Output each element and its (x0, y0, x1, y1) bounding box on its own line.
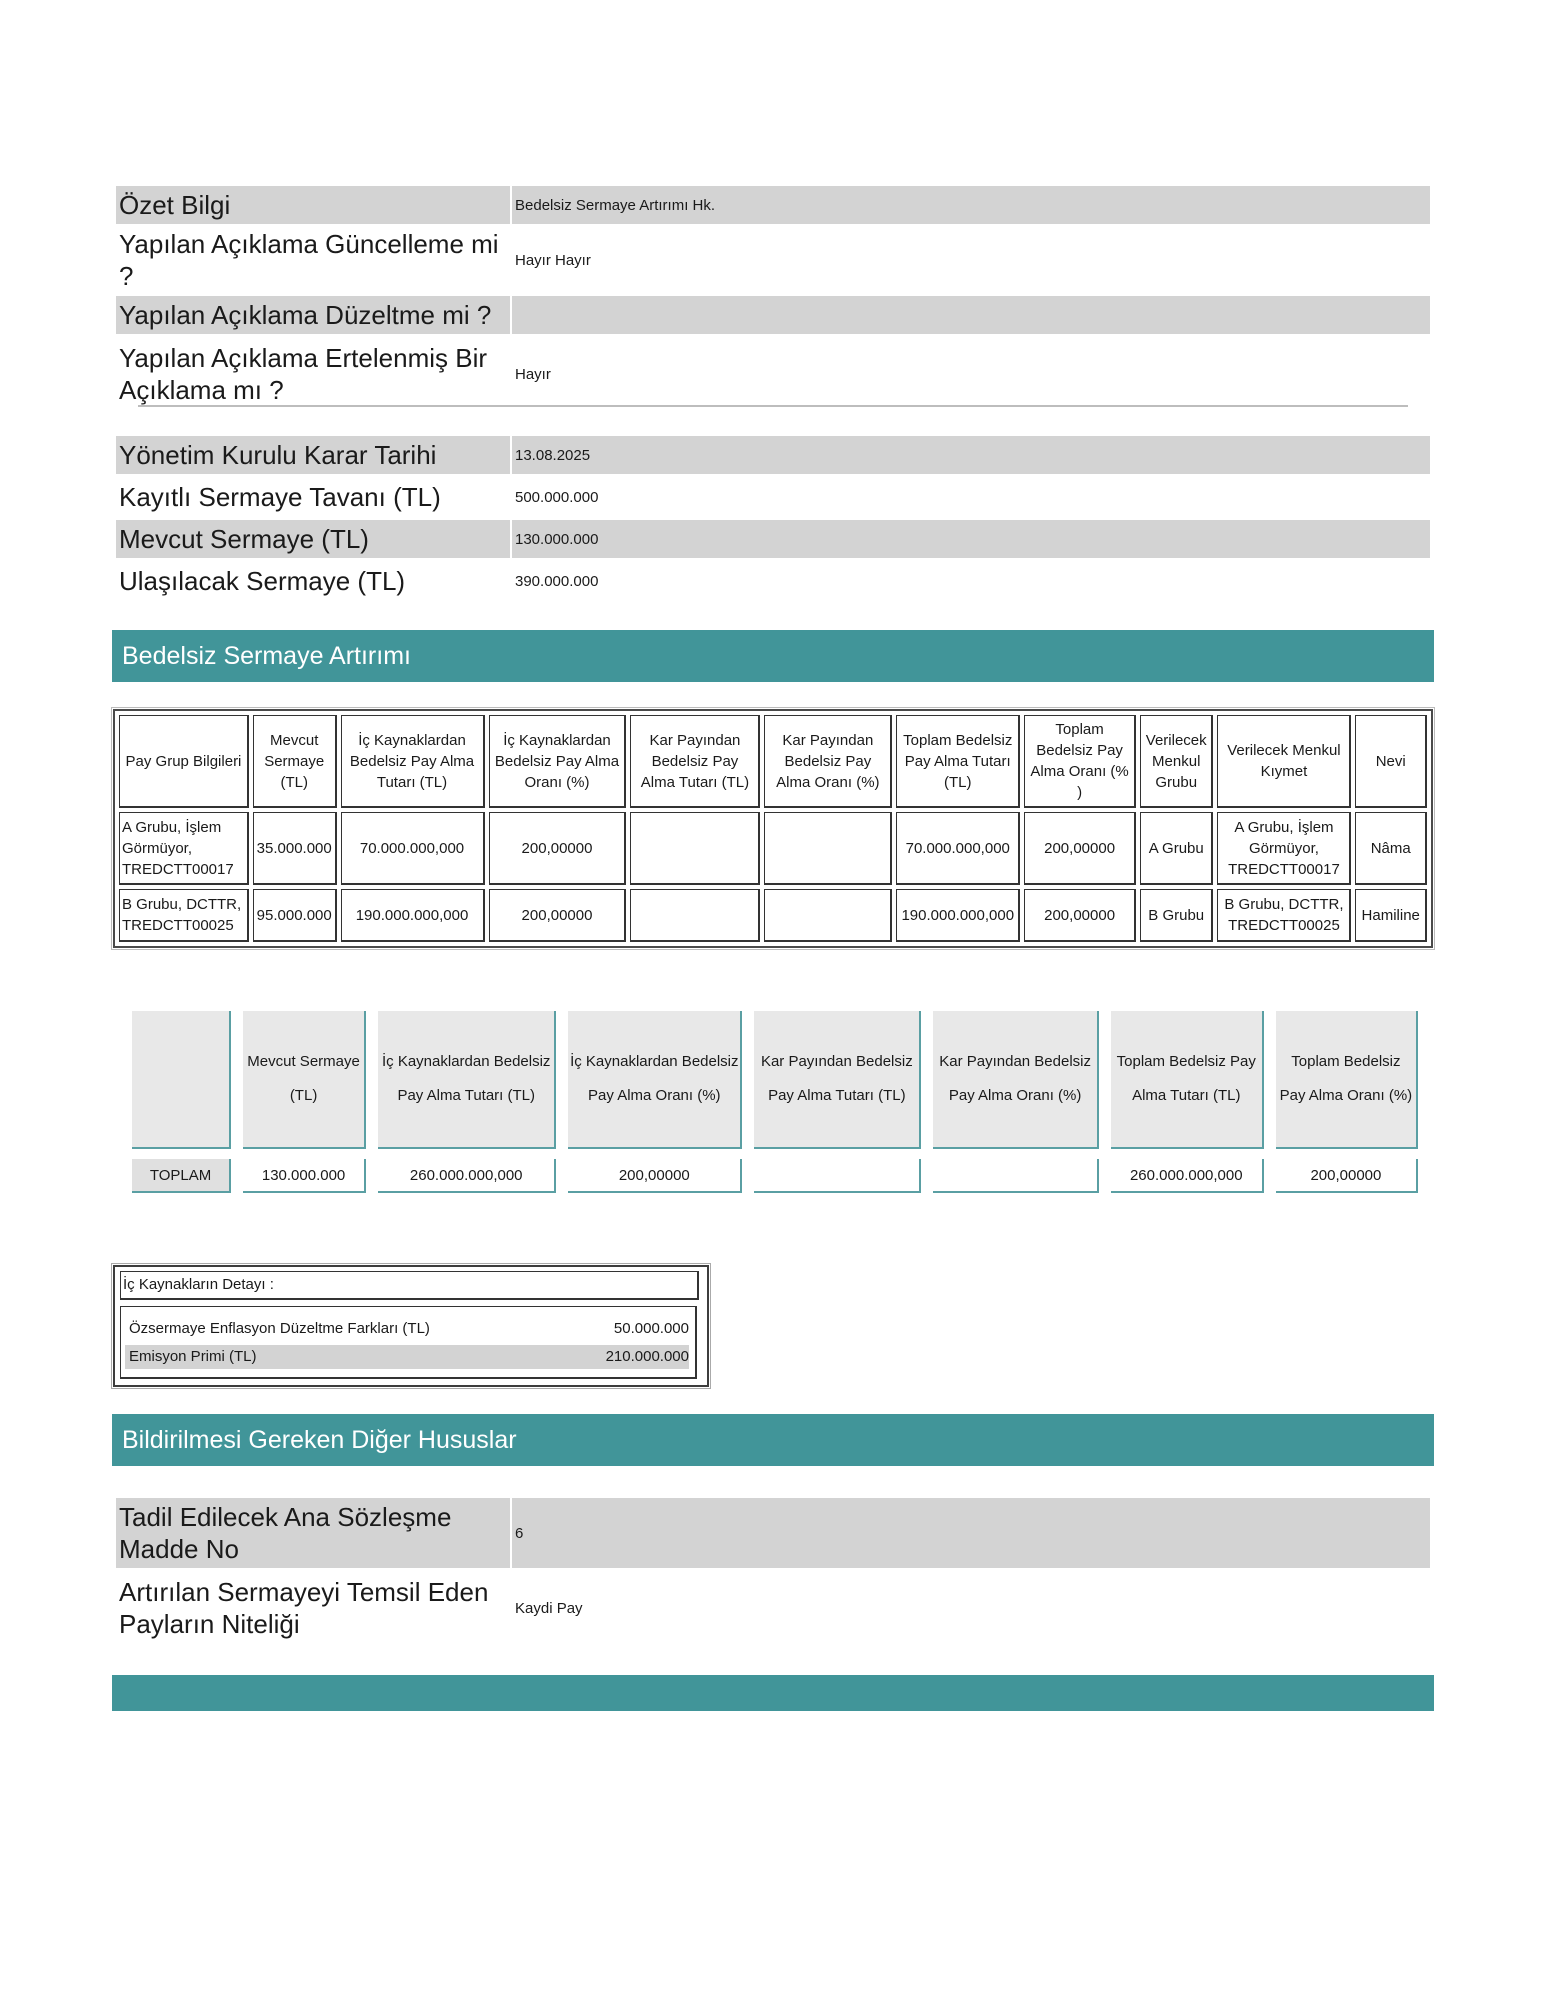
cell-group-info: A Grubu, İşlem Görmüyor, TREDCTT00017 (119, 812, 249, 885)
total-current-capital: 130.000.000 (243, 1159, 366, 1193)
table-row (119, 889, 1427, 942)
summary-label: Özet Bilgi (116, 186, 510, 224)
column-header: İç Kaynaklardan Bedelsiz Pay Alma Tutarı (TL) (341, 715, 485, 808)
other-label: Artırılan Sermayeyi Temsil Eden Payların Niteliği (119, 1577, 489, 1639)
internal-sources-title: İç Kaynakların Detayı : (120, 1271, 699, 1300)
cell-dividend-amount (630, 889, 760, 942)
summary-row (116, 296, 1430, 334)
summary-value: Hayır (515, 365, 551, 383)
other-matters-table (114, 1494, 1432, 1648)
source-name: Emisyon Primi (TL) (125, 1345, 603, 1369)
cell-total-ratio: 200,00000 (1024, 812, 1136, 885)
capital-value: 500.000.000 (515, 488, 599, 506)
column-header: İç Kaynaklardan Bedelsiz Pay Alma Oranı (%) (489, 715, 627, 808)
column-header: Verilecek Menkul Grubu (1140, 715, 1214, 808)
cell-total-amount: 70.000.000,000 (896, 812, 1020, 885)
table-header-row (119, 715, 1427, 808)
capital-value: 130.000.000 (512, 520, 1430, 558)
total-dividend-amount (754, 1159, 921, 1193)
cell-security-group: A Grubu (1140, 812, 1214, 885)
internal-sources-box (113, 1265, 709, 1387)
capital-value: 390.000.000 (515, 572, 599, 590)
cell-type: Nâma (1355, 812, 1427, 885)
summary-value (512, 296, 1430, 334)
list-item (125, 1345, 691, 1369)
source-name: Özsermaye Enflasyon Düzeltme Farkları (TL) (129, 1320, 430, 1337)
cell-current-capital: 35.000.000 (253, 812, 337, 885)
summary-row (116, 228, 1430, 292)
capital-label: Mevcut Sermaye (TL) (116, 520, 510, 558)
cell-internal-amount: 190.000.000,000 (341, 889, 485, 942)
total-dividend-ratio (933, 1159, 1098, 1193)
other-label: Tadil Edilecek Ana Sözleşme Madde No (116, 1498, 510, 1568)
column-header: Toplam Bedelsiz Pay Alma Oranı (% ) (1024, 715, 1136, 808)
cell-security: A Grubu, İşlem Görmüyor, TREDCTT00017 (1217, 812, 1351, 885)
source-amount: 210.000.000 (601, 1345, 689, 1369)
column-header: Verilecek Menkul Kıymet (1217, 715, 1351, 808)
summary-value: Hayır Hayır (515, 251, 591, 269)
total-column-header: Kar Payından Bedelsiz Pay Alma Oranı (%) (933, 1011, 1098, 1149)
total-column-header: İç Kaynaklardan Bedelsiz Pay Alma Tutarı (TL) (378, 1011, 556, 1149)
total-internal-ratio: 200,00000 (568, 1159, 742, 1193)
capital-row (116, 436, 1430, 474)
other-value: 6 (512, 1498, 1430, 1568)
capital-value: 13.08.2025 (512, 436, 1430, 474)
capital-row (116, 562, 1430, 600)
total-table (120, 1001, 1430, 1203)
other-row (116, 1572, 1430, 1644)
total-row (132, 1159, 1418, 1193)
cell-dividend-amount (630, 812, 760, 885)
cell-total-ratio: 200,00000 (1024, 889, 1136, 942)
summary-row (116, 186, 1430, 224)
cell-internal-ratio: 200,00000 (489, 889, 627, 942)
column-header: Kar Payından Bedelsiz Pay Alma Oranı (%) (764, 715, 892, 808)
total-column-header: İç Kaynaklardan Bedelsiz Pay Alma Oranı (%) (568, 1011, 742, 1149)
summary-label: Yapılan Açıklama Güncelleme mi ? (119, 229, 499, 291)
total-header-row (132, 1011, 1418, 1149)
cell-internal-ratio: 200,00000 (489, 812, 627, 885)
other-row (116, 1498, 1430, 1568)
summary-label: Yapılan Açıklama Ertelenmiş Bir Açıklama mı ? (119, 343, 487, 405)
total-column-header: Toplam Bedelsiz Pay Alma Tutarı (TL) (1111, 1011, 1264, 1149)
source-amount: 50.000.000 (613, 1320, 689, 1337)
cell-group-info: B Grubu, DCTTR, TREDCTT00025 (119, 889, 249, 942)
cell-current-capital: 95.000.000 (253, 889, 337, 942)
cell-total-amount: 190.000.000,000 (896, 889, 1020, 942)
total-label: TOPLAM (132, 1159, 231, 1193)
section-banner-capital-increase (112, 630, 1434, 682)
column-header: Pay Grup Bilgileri (119, 715, 249, 808)
total-ratio: 200,00000 (1276, 1159, 1418, 1193)
column-header: Kar Payından Bedelsiz Pay Alma Tutarı (TL) (630, 715, 760, 808)
cell-security-group: B Grubu (1140, 889, 1214, 942)
internal-sources-list (120, 1306, 697, 1379)
share-group-table (113, 709, 1433, 948)
column-header: Toplam Bedelsiz Pay Alma Tutarı (TL) (896, 715, 1020, 808)
section-title: Bildirilmesi Gereken Diğer Hususlar (122, 1426, 517, 1454)
total-internal-amount: 260.000.000,000 (378, 1159, 556, 1193)
cell-type: Hamiline (1355, 889, 1427, 942)
cell-security: B Grubu, DCTTR, TREDCTT00025 (1217, 889, 1351, 942)
cell-dividend-ratio (764, 889, 892, 942)
cell-internal-amount: 70.000.000,000 (341, 812, 485, 885)
capital-table (114, 432, 1432, 604)
column-header: Nevi (1355, 715, 1427, 808)
summary-table (114, 182, 1432, 414)
total-column-header: Mevcut Sermaye (TL) (243, 1011, 366, 1149)
capital-label: Kayıtlı Sermaye Tavanı (TL) (119, 482, 441, 512)
capital-label: Yönetim Kurulu Karar Tarihi (116, 436, 510, 474)
total-column-header: Toplam Bedelsiz Pay Alma Oranı (%) (1276, 1011, 1418, 1149)
divider (138, 405, 1408, 407)
cell-dividend-ratio (764, 812, 892, 885)
capital-row (116, 478, 1430, 516)
footer-bar (112, 1675, 1434, 1711)
total-column-header (132, 1011, 231, 1149)
total-amount: 260.000.000,000 (1111, 1159, 1264, 1193)
section-banner-other-matters (112, 1414, 1434, 1466)
capital-label: Ulaşılacak Sermaye (TL) (119, 566, 406, 596)
column-header: Mevcut Sermaye (TL) (253, 715, 337, 808)
total-column-header: Kar Payından Bedelsiz Pay Alma Tutarı (TL) (754, 1011, 921, 1149)
capital-row (116, 520, 1430, 558)
table-row (119, 812, 1427, 885)
other-value: Kaydi Pay (515, 1599, 583, 1617)
section-title: Bedelsiz Sermaye Artırımı (122, 642, 411, 670)
summary-value: Bedelsiz Sermaye Artırımı Hk. (512, 186, 1430, 224)
list-item (125, 1317, 691, 1341)
summary-label: Yapılan Açıklama Düzeltme mi ? (116, 296, 510, 334)
summary-row (116, 338, 1430, 410)
